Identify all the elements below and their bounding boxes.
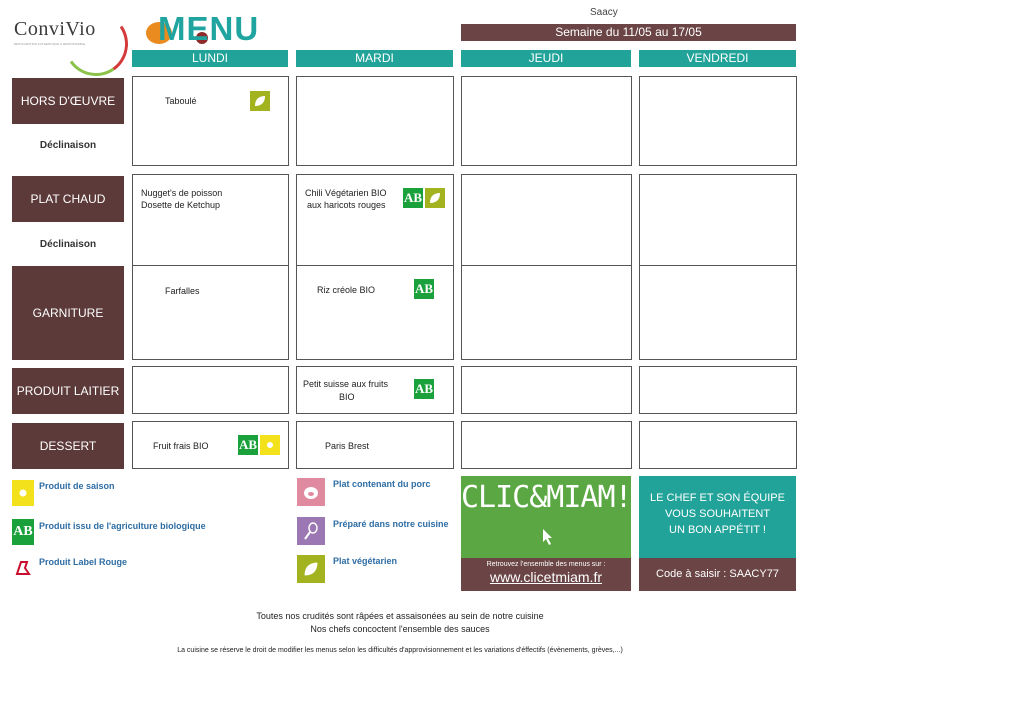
ab-bio-icon: AB	[238, 435, 258, 455]
cell-vendredi-hors-doeuvre	[639, 76, 797, 166]
day-header-jeudi: JEUDI	[461, 50, 631, 67]
whisk-icon	[297, 517, 325, 545]
legend-bio: Produit issu de l'agriculture biologique	[39, 521, 206, 531]
cursor-icon	[541, 528, 555, 551]
leaf-icon	[250, 91, 270, 111]
dish-name: Dosette de Ketchup	[141, 200, 221, 210]
dish-name: Fruit frais BIO	[153, 441, 209, 451]
dish-name: Farfalles	[165, 286, 200, 296]
dish-name: aux haricots rouges	[307, 200, 386, 210]
label-rouge-icon	[12, 556, 34, 580]
footer-note: Toutes nos crudités sont râpées et assaisonées au sein de notre cuisine	[256, 611, 544, 621]
location-label: Saacy	[590, 7, 618, 18]
day-header-vendredi: VENDREDI	[639, 50, 796, 67]
day-header-lundi: LUNDI	[132, 50, 288, 67]
ab-bio-icon: AB	[414, 379, 434, 399]
legend-label-rouge: Produit Label Rouge	[39, 557, 128, 567]
cell-lundi-dessert	[132, 421, 289, 469]
cell-jeudi-hors-doeuvre	[461, 76, 632, 166]
category-hors-doeuvre: HORS D'ŒUVRE	[12, 78, 124, 124]
dish-name: Nugget's de poisson	[141, 188, 223, 198]
legend-vegetarien: Plat végétarien	[333, 556, 398, 566]
cell-vendredi-garniture	[639, 265, 797, 360]
clicmiam-logo: CLIC&MIAM!	[461, 480, 632, 515]
legend-prepare: Préparé dans notre cuisine	[333, 519, 449, 529]
legend-season: Produit de saison	[39, 481, 115, 491]
chef-message-box	[639, 476, 796, 591]
cell-mardi-produit-laitier	[296, 366, 454, 414]
category-dessert: DESSERT	[12, 423, 124, 469]
brand-tagline: RESTAURATION AUTHENTIQUE & RESPONSABLE	[14, 42, 86, 46]
dish-name: Paris Brest	[325, 441, 370, 451]
leaf-icon	[297, 555, 325, 583]
cell-lundi-produit-laitier	[132, 366, 289, 414]
chef-line: LE CHEF ET SON ÉQUIPE	[650, 492, 785, 504]
cell-mardi-plat-chaud	[296, 174, 454, 266]
cell-lundi-plat-chaud	[132, 174, 289, 266]
cell-mardi-dessert	[296, 421, 454, 469]
brand-logo	[14, 18, 114, 72]
clicmiam-promo[interactable]	[461, 476, 631, 591]
sun-icon	[12, 480, 34, 506]
dish-name: Petit suisse aux fruits	[303, 379, 389, 389]
category-produit-laitier: PRODUIT LAITIER	[12, 368, 124, 414]
week-range: Semaine du 11/05 au 17/05	[461, 24, 796, 41]
declinaison-label: Déclinaison	[39, 239, 97, 250]
legend-porc: Plat contenant du porc	[333, 479, 431, 489]
dish-name: Taboulé	[165, 96, 197, 106]
clicmiam-caption: Retrouvez l'ensemble des menus sur :	[486, 561, 606, 568]
cell-jeudi-plat-chaud	[461, 174, 632, 266]
ab-bio-icon: AB	[414, 279, 434, 299]
cell-lundi-hors-doeuvre	[132, 76, 289, 166]
pig-icon	[297, 478, 325, 506]
cell-jeudi-garniture	[461, 265, 632, 360]
access-code: Code à saisir : SAACY77	[639, 558, 796, 591]
clicmiam-url-link[interactable]: www.clicetmiam.fr	[489, 569, 602, 585]
chef-line: VOUS SOUHAITENT	[664, 508, 771, 520]
cell-lundi-garniture	[132, 265, 289, 360]
sun-icon	[260, 435, 280, 455]
cell-vendredi-dessert	[639, 421, 797, 469]
clicmiam-footer	[461, 558, 631, 591]
cell-mardi-hors-doeuvre	[296, 76, 454, 166]
cell-vendredi-produit-laitier	[639, 366, 797, 414]
cell-mardi-garniture	[296, 265, 454, 360]
dish-name: Chili Végétarien BIO	[305, 188, 387, 198]
menu-title: MENU	[158, 10, 260, 47]
footer-disclaimer: La cuisine se réserve le droit de modifier les menus selon les difficultés d'approvisionnement et les variations d'éffectifs (évènements, grèves,...)	[177, 647, 623, 654]
ab-bio-icon: AB	[403, 188, 423, 208]
ab-bio-icon: AB	[12, 519, 34, 545]
cell-jeudi-produit-laitier	[461, 366, 632, 414]
cell-vendredi-plat-chaud	[639, 174, 797, 266]
declinaison-label: Déclinaison	[39, 140, 97, 151]
chef-message	[639, 490, 796, 538]
category-garniture: GARNITURE	[12, 266, 124, 360]
cell-jeudi-dessert	[461, 421, 632, 469]
category-plat-chaud: PLAT CHAUD	[12, 176, 124, 222]
footer-note: Nos chefs concoctent l'ensemble des sauces	[310, 624, 490, 634]
dish-name: BIO	[339, 392, 355, 402]
dish-name: Riz créole BIO	[317, 285, 376, 295]
leaf-icon	[425, 188, 445, 208]
brand-name: ConviVio	[14, 18, 96, 40]
chef-line: UN BON APPÉTIT !	[669, 524, 766, 536]
day-header-mardi: MARDI	[296, 50, 453, 67]
